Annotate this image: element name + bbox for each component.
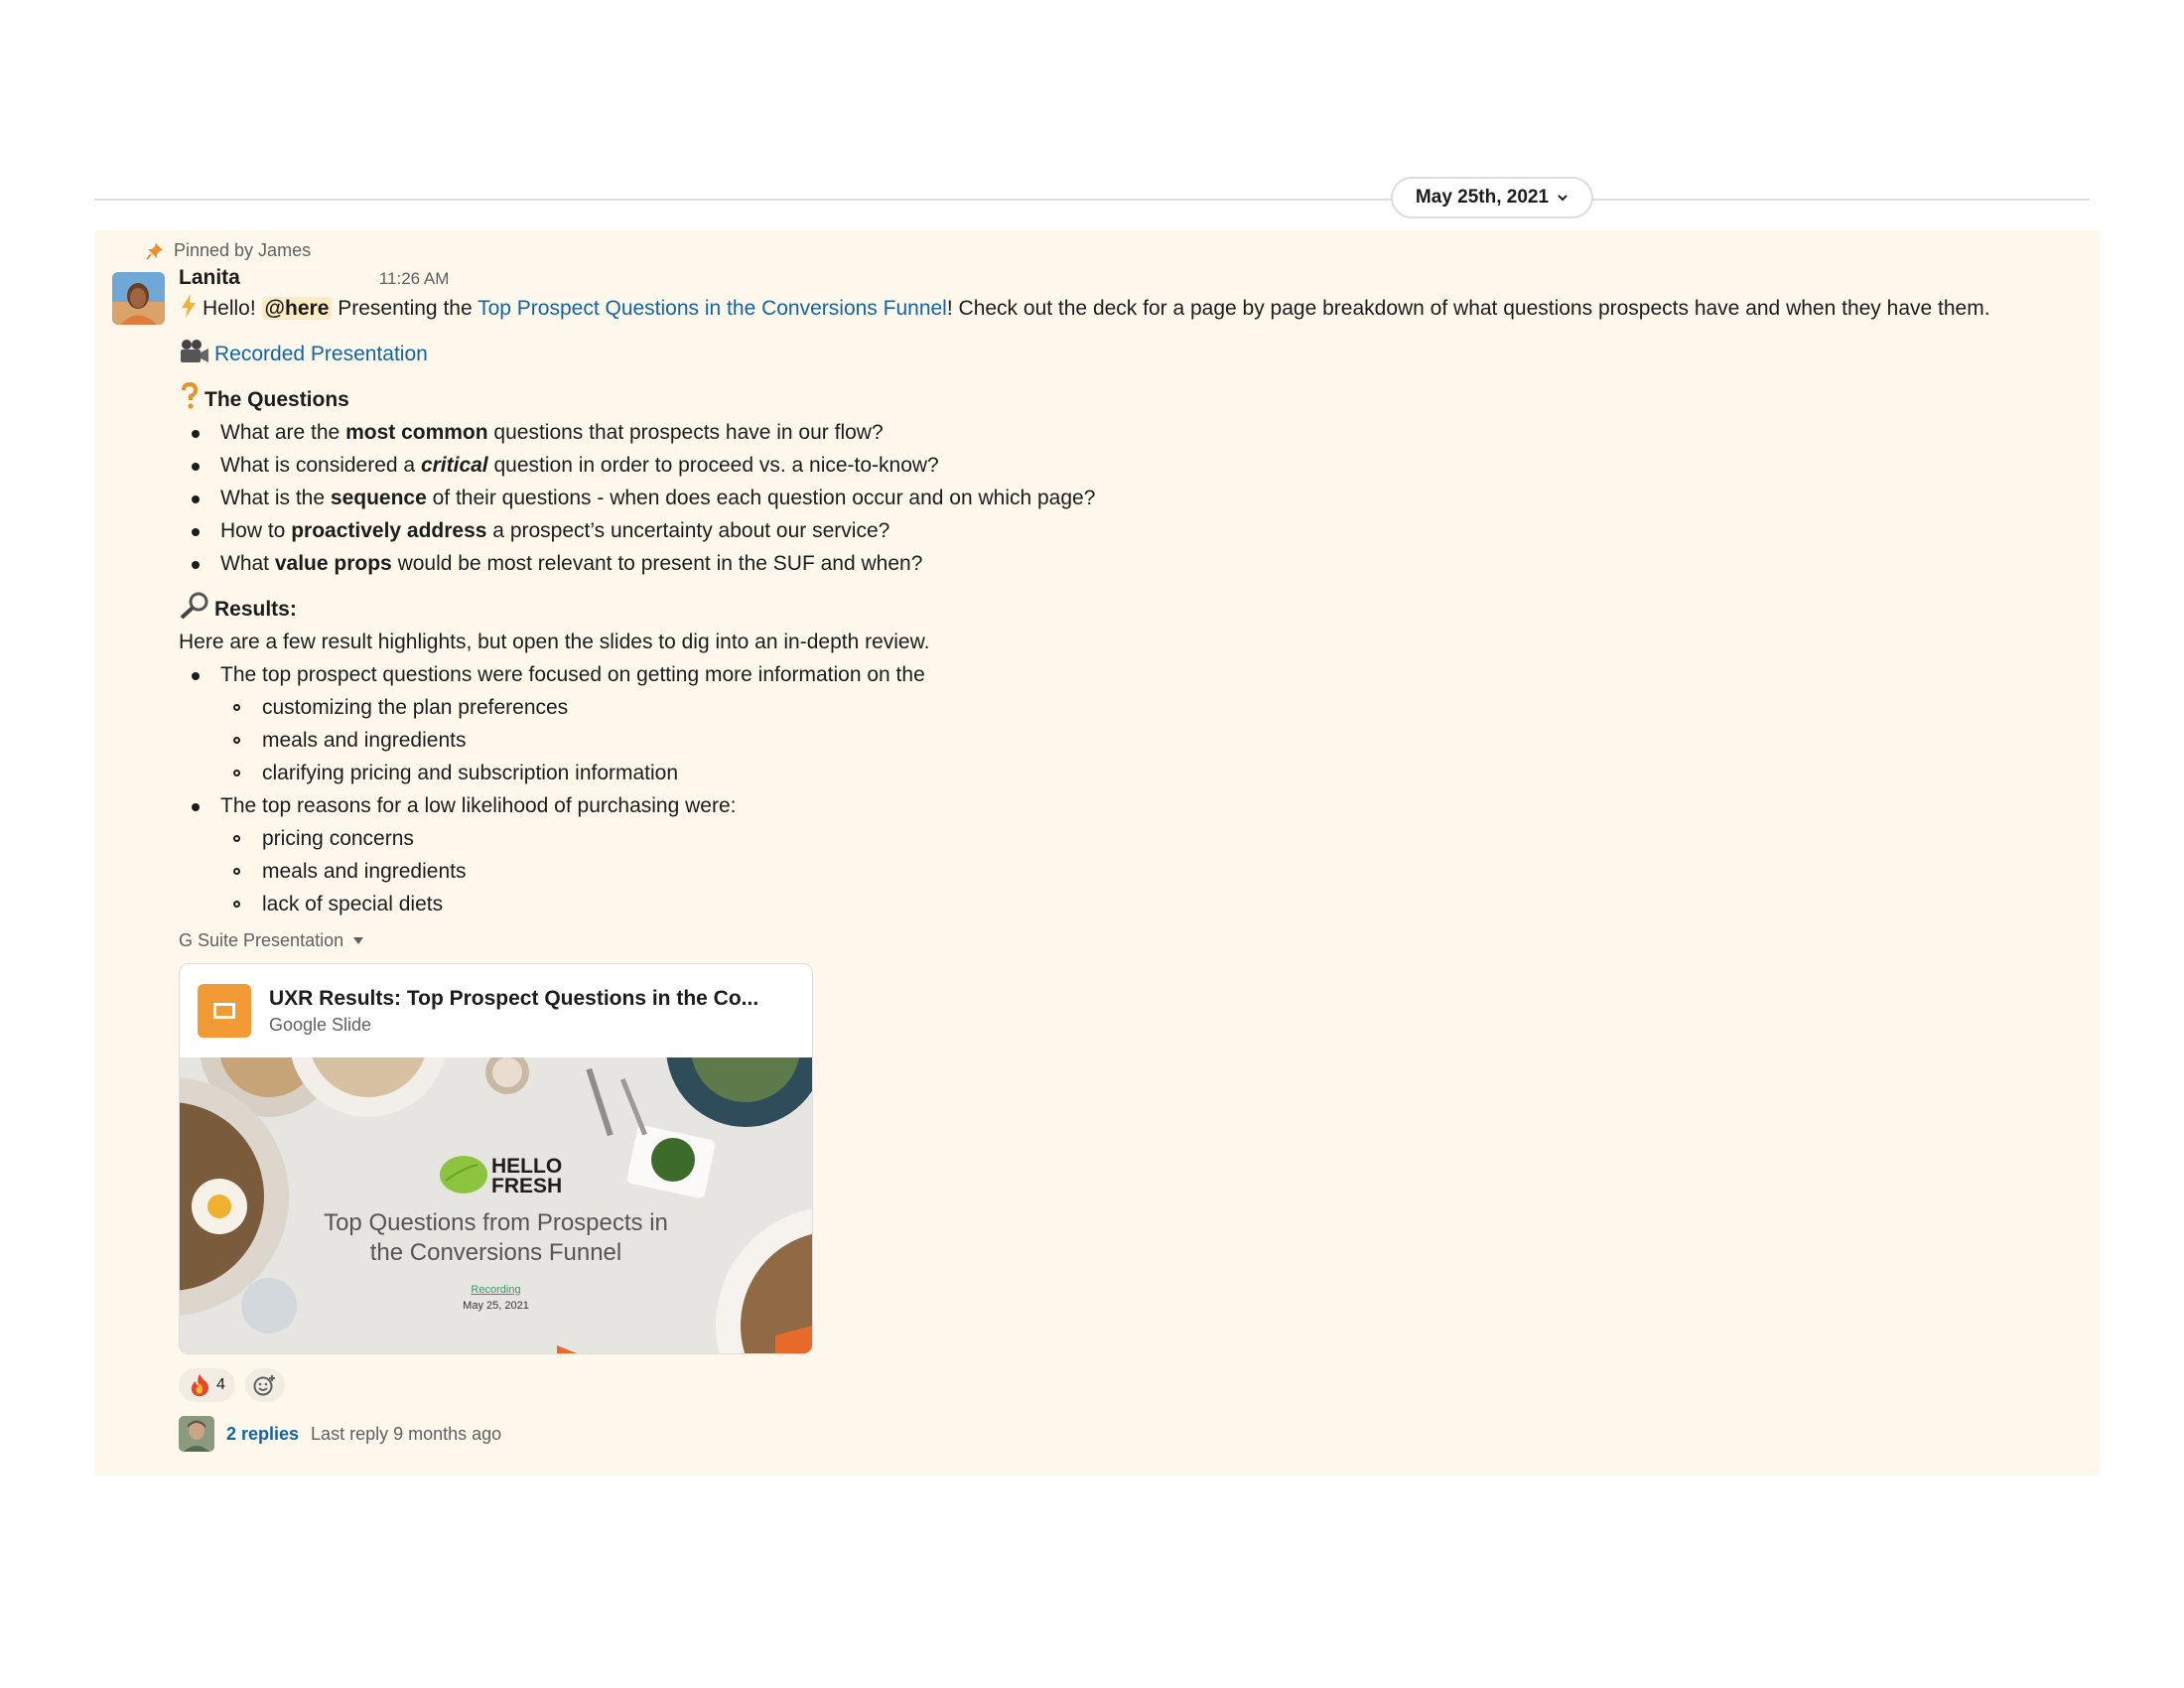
date-divider-button[interactable]	[1391, 177, 1593, 218]
list-item: What is the sequence of their questions - when does each question occur and on which page?	[179, 482, 2100, 514]
slide-attachment-card[interactable]	[179, 963, 813, 1354]
message-intro: Hello! @here Presenting the Top Prospect Questions in the Conversions Funnel! Check out the deck for a page by page breakdown of what questions prospects have and when they have them.	[179, 292, 2100, 325]
results-heading: Results:	[179, 592, 2100, 626]
google-slides-icon	[198, 984, 251, 1038]
questions-list	[179, 416, 2100, 580]
list-item: The top reasons for a low likelihood of purchasing were:	[179, 789, 2100, 822]
question-mark-icon	[179, 382, 201, 410]
pin-icon	[146, 242, 164, 260]
date-divider-line	[94, 199, 2090, 201]
slide-recording-link: Recording	[471, 1284, 521, 1296]
list-item: What is considered a critical question in order to proceed vs. a nice-to-know?	[179, 449, 2100, 482]
slide-title-line-1: Top Questions from Prospects in	[324, 1209, 668, 1236]
reaction-count: 4	[216, 1376, 225, 1393]
slide-date: May 25, 2021	[463, 1300, 529, 1312]
slide-title-line-2: the Conversions Funnel	[369, 1239, 622, 1266]
deck-link[interactable]: Top Prospect Questions in the Conversions Funnel	[478, 297, 947, 320]
message-header	[179, 266, 2100, 290]
lightning-icon	[179, 293, 199, 319]
movie-camera-icon	[179, 339, 210, 364]
date-label: May 25th, 2021	[1415, 187, 1550, 208]
add-reaction-button[interactable]	[245, 1368, 285, 1402]
thread-summary[interactable]	[179, 1416, 2100, 1452]
last-reply-text: Last reply 9 months ago	[311, 1423, 502, 1444]
fire-reaction[interactable]	[179, 1368, 235, 1402]
list-item: What value props would be most relevant to present in the SUF and when?	[179, 547, 2100, 580]
message-timestamp[interactable]: 11:26 AM	[378, 269, 450, 288]
list-item: clarifying pricing and subscription information	[179, 757, 2100, 789]
results-intro: Here are a few result highlights, but open the slides to dig into an in-depth review.	[179, 631, 930, 653]
logo-line-1: HELLO	[491, 1155, 563, 1178]
recording-row	[179, 338, 2100, 370]
reactions-bar	[179, 1368, 2100, 1402]
slide-thumbnail[interactable]	[180, 1057, 812, 1353]
recorded-presentation-link[interactable]: Recorded Presentation	[214, 343, 428, 365]
chevron-down-icon	[1557, 192, 1569, 204]
replies-link[interactable]: 2 replies	[226, 1423, 300, 1444]
attachment-label: G Suite Presentation	[179, 930, 344, 950]
list-item: meals and ingredients	[179, 724, 2100, 757]
list-item: lack of special diets	[179, 888, 2100, 920]
results-sublist	[179, 691, 2100, 789]
results-sublist	[179, 822, 2100, 920]
list-item: What are the most common questions that prospects have in our flow?	[179, 416, 2100, 449]
results-list	[179, 789, 2100, 822]
list-item: How to proactively address a prospect’s uncertainty about our service?	[179, 514, 2100, 547]
caret-down-icon	[353, 937, 363, 945]
list-item: pricing concerns	[179, 822, 2100, 855]
fire-icon	[189, 1373, 210, 1397]
pinned-indicator	[146, 240, 311, 261]
magnifying-glass-icon	[179, 592, 210, 620]
list-item: customizing the plan preferences	[179, 691, 2100, 724]
message-content	[179, 266, 2100, 1452]
attachment-title[interactable]: UXR Results: Top Prospect Questions in the Co...	[269, 986, 759, 1010]
list-item: The top prospect questions were focused on getting more information on the	[179, 658, 2100, 691]
questions-heading: The Questions	[179, 382, 2100, 416]
attachment-header	[180, 964, 812, 1057]
pinned-text: Pinned by James	[174, 240, 312, 260]
reply-avatar	[179, 1416, 214, 1452]
attachment-toggle[interactable]	[179, 930, 2100, 951]
attachment-subtitle: Google Slide	[269, 1014, 372, 1035]
add-emoji-icon	[253, 1374, 277, 1396]
results-list	[179, 658, 2100, 691]
logo-line-2: FRESH	[491, 1175, 563, 1197]
author-avatar[interactable]	[112, 272, 165, 325]
author-name[interactable]: Lanita	[179, 266, 240, 289]
pinned-message[interactable]	[94, 230, 2100, 1476]
here-mention[interactable]: @here	[262, 297, 333, 320]
list-item: meals and ingredients	[179, 855, 2100, 888]
